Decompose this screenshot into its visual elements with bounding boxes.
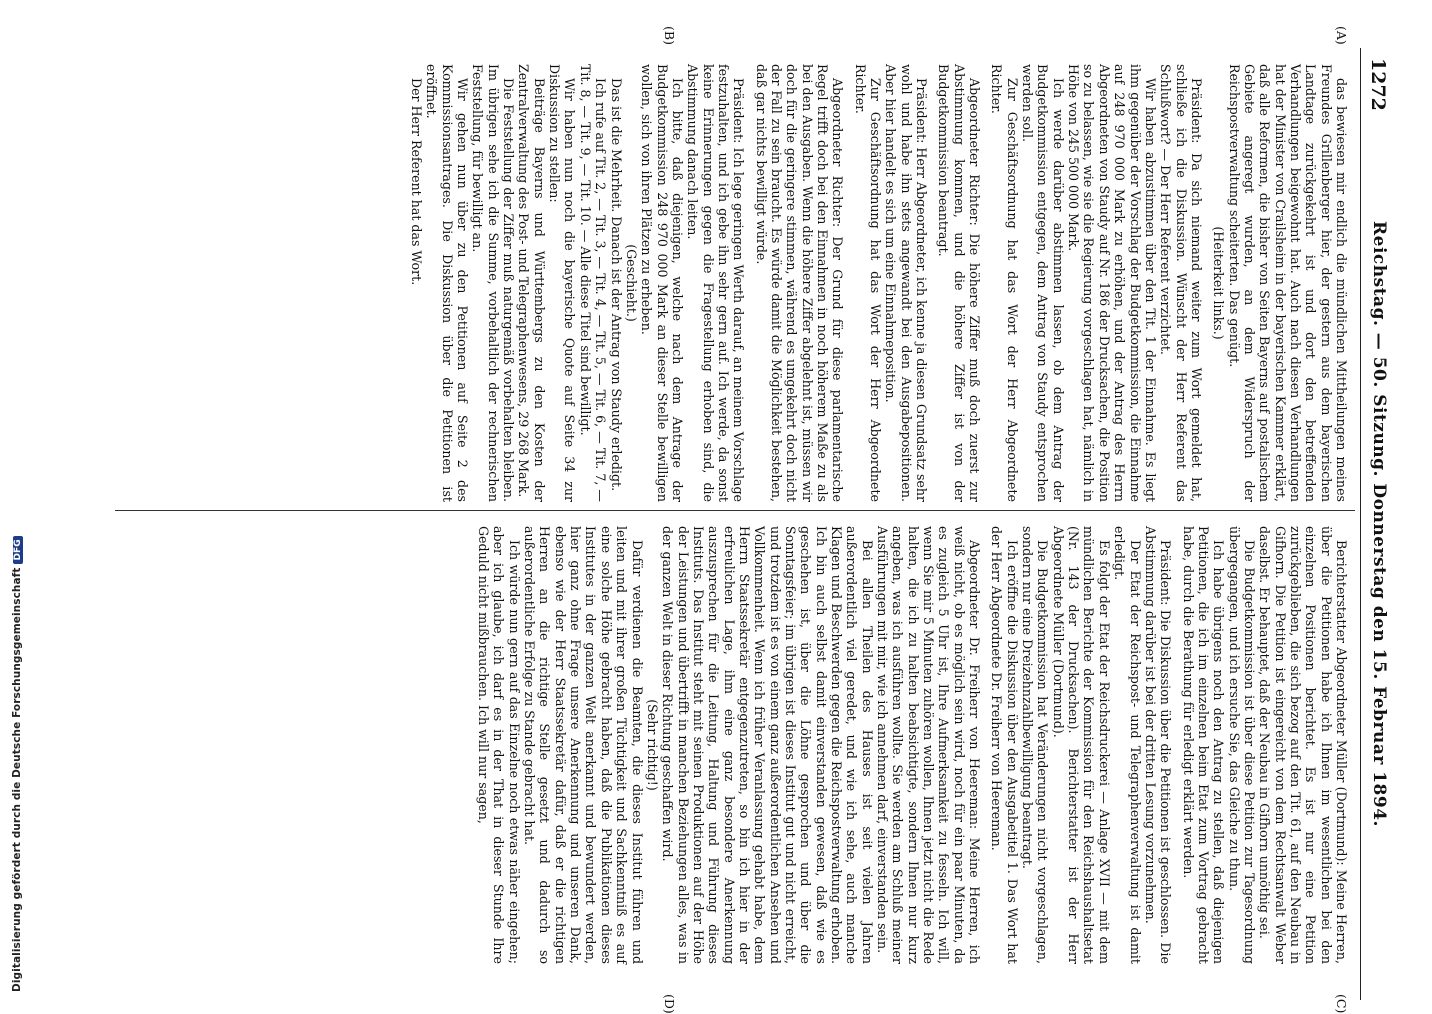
paragraph: Der Herr Referent hat das Wort. bbox=[409, 78, 425, 286]
interjection: (Sehr richtig!) bbox=[644, 699, 660, 791]
digitization-credit-text: Digitalisierung gefördert durch die Deutsche Forschungsgemeinschaft bbox=[11, 567, 23, 992]
digitization-footer bbox=[0, 0, 22, 1000]
paragraph: Ich rufe auf Tit. 2, — Tit. 3, — Tit. 4, — Tit. 5, — Tit. 6, — Tit. 7, — Tit. 8, — Tit. 9, — Tit. 10. — Alle diese Titel sind bewilligt. bbox=[577, 64, 609, 502]
paragraph: Die Budgetkommission ist über diese Petition zur Tagesordnung übergegangen, und ich ersuche Sie, das Gleiche zu thun. bbox=[1226, 526, 1257, 964]
paragraph: Zur Geschäftsordnung hat das Wort der Herr Abgeordnete Richter. bbox=[852, 64, 884, 502]
paragraph: Präsident: Ich lege geringen Werth darauf, an meinem Vorschlage festzuhalten, und ich gebe ihn sehr gern auf. Ich werde, da sonst keine Erinnerungen gegen die Fragestellung erhoben sind, die Abstimmung danach leiten. bbox=[685, 64, 747, 502]
interjection: (Geschieht.) bbox=[623, 244, 639, 322]
paragraph: Abgeordneter Richter: Der Grund für diese parlamentarische Regel trifft doch bei den Einnahmen in noch höherem Maße zu als bei den Ausgaben. Wenn die höhere Ziffer abgelehnt ist, müssen wir doch für die geringere stimmen, während es umgekehrt doch nicht der Fall zu sein braucht. Es würde damit die Möglichkeit bestehen, daß gar nichts bewilligt würde. bbox=[753, 64, 846, 502]
margin-letter-d: (D) bbox=[662, 994, 677, 1014]
paragraph: Präsident: Herr Abgeordneter, ich kenne ja diesen Grundsatz sehr wohl und habe ihn stets angewandt bei den Ausgabepositionen. Aber hier handelt es sich um eine Einnahmeposition. bbox=[883, 64, 930, 502]
paragraph: Ich würde nun gern auf das Einzelne noch etwas näher eingehen; aber ich glaube, ich darf es in der That in dieser Stunde Ihre Geduld nicht mißbrauchen. Ich will nur sagen, bbox=[476, 526, 522, 964]
paragraph: Die Budgetkommission hat Veränderungen nicht vorgeschlagen, sondern nur eine Dreizehnzahlbewilligung beantragt. bbox=[1020, 526, 1051, 964]
paragraph: Ich bitte, daß diejenigen, welche nach dem Antrage der Budgetkommission 248 970 000 Mark an dieser Stelle bewilligen wollen, sich von ihren Plätzen zu erheben. bbox=[639, 64, 685, 502]
paragraph: Präsident: Die Diskussion über die Petitionen ist geschlossen. Die Abstimmung darüber ist bei der dritten Lesung vorzunehmen. bbox=[1142, 526, 1174, 964]
right-column bbox=[476, 526, 1349, 964]
margin-letter-b: (B) bbox=[662, 26, 677, 45]
paragraph: Präsident: Da sich niemand weiter zum Wort gemeldet hat, schließe ich die Diskussion. Wünscht der Herr Referent das Schlußwort? — Der Herr Referent verzichtet. bbox=[1158, 64, 1204, 502]
paragraph: Wir haben abzustimmen über den Tit. 1 der Einnahme. Es liegt ihm gegenüber der Vorschlag der Budgetkommission, die Einnahme auf 248 970 000 Mark zu erhöhen, und der Antrag des Herrn Abgeordneten von Staudy auf Nr. 186 der Drucksachen, die Position so zu belassen, wie sie die Regierung vorgeschlagen hat, nämlich in Höhe von 245 500 000 Mark. bbox=[1066, 64, 1158, 502]
paragraph: Ich eröffne die Diskussion über den Ausgabetitel 1. Das Wort hat der Herr Abgeordnete Dr. Freiherr von Heereman. bbox=[989, 526, 1020, 964]
paragraph: Abgeordneter Dr. Freiherr von Heereman: Meine Herren, ich weiß nicht, ob es möglich sein wird, noch für ein paar Minuten, da es zugleich 5 Uhr ist, Ihre Aufmerksamkeit zu fesseln. Ich will, wenn Sie mir 5 Minuten zuhören wollen, Ihnen jetzt nicht die Rede halten, die ich zu halten beabsichtigte, sondern Ihnen nur kurz angeben, was ich ausführen wollte. Sie werden am Schluß meiner Ausführungen mit mir, wie ich annehmen darf, einverstanden sein. bbox=[875, 526, 983, 964]
paragraph: Dafür verdienen die Beamten, die dieses Institut führen und leiten und mit ihrer großen Tüchtigkeit und Sachkenntniß es auf eine solche Höhe gebracht haben, daß die Publikationen dieses Institutes in der ganzen Welt anerkannt und bewundert werden, hier ganz ohne Frage unsere Anerkennung und unseren Dank, ebenso wie der Herr Staatssekretär dafür, daß er die richtigen Herren an die richtige Stelle gesetzt und dadurch so außerordentliche Erfolge zu Stande gebracht hat. bbox=[522, 526, 645, 964]
paragraph: Ich werde darüber abstimmen lassen, ob dem Antrag der Budgetkommission entgegen, dem Antrag von Staudy entsprochen werden soll. bbox=[1020, 64, 1066, 502]
column-divider bbox=[115, 510, 1355, 511]
header-rule bbox=[1360, 48, 1361, 1000]
interjection: (Heiterkeit links.) bbox=[1211, 226, 1227, 340]
paragraph: Die Feststellung der Ziffer muß naturgemäß vorbehalten bleiben. Im übrigen sehe ich die Summe, vorbehaltlich der rechnerischen Feststellung, für bewilligt an. bbox=[470, 64, 517, 502]
margin-letter-a: (A) bbox=[1334, 26, 1349, 45]
page-number: 1272 bbox=[1367, 58, 1389, 111]
paragraph: Beiträge Bayerns und Württembergs zu den Kosten der Zentralverwaltung des Post- und Telegraphenwesens, 29 268 Mark. bbox=[516, 64, 547, 502]
margin-letter-c: (C) bbox=[1334, 994, 1349, 1014]
left-column bbox=[409, 64, 1349, 502]
paragraph: Berichterstatter Abgeordneter Müller (Dortmund): Meine Herren, über die Petitionen habe ich Ihnen im wesentlichen bei den einzelnen Positionen berichtet. Es ist nur eine Petition zurückgeblieben, die sich bezog auf den Tit. 61, auf den Neubau in Gifhorn. Die Petition ist eingereicht von dem Rechtsanwalt Weber daselbst. Er behauptet, daß der Neubau in Gifhorn unnöthig sei. bbox=[1257, 526, 1349, 964]
paragraph: Zur Geschäftsordnung hat das Wort der Herr Abgeordnete Richter. bbox=[989, 64, 1020, 502]
digitization-credit bbox=[11, 536, 23, 992]
header-title: Reichstag. — 50. Sitzung. Donnerstag den 15. Februar 1894. bbox=[1369, 221, 1389, 827]
paragraph: das bewiesen mir endlich die mündlichen Mittheilungen meines Freundes Grillenberger hier, der gestern aus dem bayerischen Landtage zurückgekehrt ist und dort den betreffenden Verhandlungen beigewohnt hat. Auch nach diesen Verhandlungen hat der Minister von Crailsheim in der bayerischen Kammer erklärt, daß alle Reformen, die bisher von Seiten Bayerns auf postalischem Gebiete angeregt wurden, an dem Widerspruch der Reichspostverwaltung scheiterten. Das genügt. bbox=[1226, 64, 1349, 502]
paragraph: Wir gehen nun über zu den Petitionen auf Seite 2 des Kommissionsantrages. Die Diskussion über die Petitionen ist eröffnet. bbox=[424, 64, 471, 502]
paragraph: Das ist die Mehrheit. Danach ist der Antrag von Staudy erledigt. bbox=[608, 78, 624, 492]
running-header bbox=[1361, 48, 1395, 1000]
paragraph: Ich habe übrigens noch den Antrag zu stellen, daß diejenigen Petitionen, die ich im einzelnen beim Etat zum Vortrag gebracht habe, durch die Berathung für erledigt erklärt werden. bbox=[1180, 526, 1227, 964]
dfg-logo: DFG bbox=[13, 536, 23, 563]
paragraph: Abgeordneter Richter: Die höhere Ziffer muß doch zuerst zur Abstimmung kommen, und die höhere Ziffer ist von der Budgetkommission beantragt. bbox=[936, 64, 983, 502]
paragraph: Wir haben nun noch die bayerische Quote auf Seite 34 zur Diskussion zu stellen: bbox=[547, 64, 578, 502]
scanned-page bbox=[85, 26, 1395, 1014]
paragraph: Bei allen Theilen des Hauses ist seit vielen Jahren außerordentlich viel geredet, und wie ich sehe, auch manche Klagen und Beschwerden gegen die Reichspostverwaltung erhoben. Ich bin auch selbst damit einverstanden gewesen, daß wie es geschehen ist, über die Löhne gesprochen und über die Sonntagsfeier; im übrigen ist dieses Institut gut und nicht erreicht, und trotzdem ist es von einem ganz außerordentlichen Ansehen und Vollkommenheit. Wenn ich früher Veranlassung gehabt habe, dem Herrn Staatssekretär entgegenzutreten, so bin ich hier in der erfreulichen Lage, ihm eine ganz besondere Anerkennung auszusprechen für die Leitung, Haltung und Führung dieses Instituts. Das Institut steht mit seinen Produktionen auf der Höhe der Leistungen und übertrifft in manchen Beziehungen alles, was in der ganzen Welt in dieser Richtung geschaffen wird. bbox=[660, 526, 875, 964]
paragraph: Der Etat der Reichspost- und Telegraphenverwaltung ist damit erledigt. bbox=[1112, 526, 1143, 964]
paragraph: Es folgt der Etat der Reichsdruckerei — Anlage XVII — mit dem mündlichen Berichte der Kommission für den Reichshaushaltsetat (Nr. 143 der Drucksachen). Berichterstatter ist der Herr Abgeordnete Müller (Dortmund). bbox=[1050, 526, 1112, 964]
